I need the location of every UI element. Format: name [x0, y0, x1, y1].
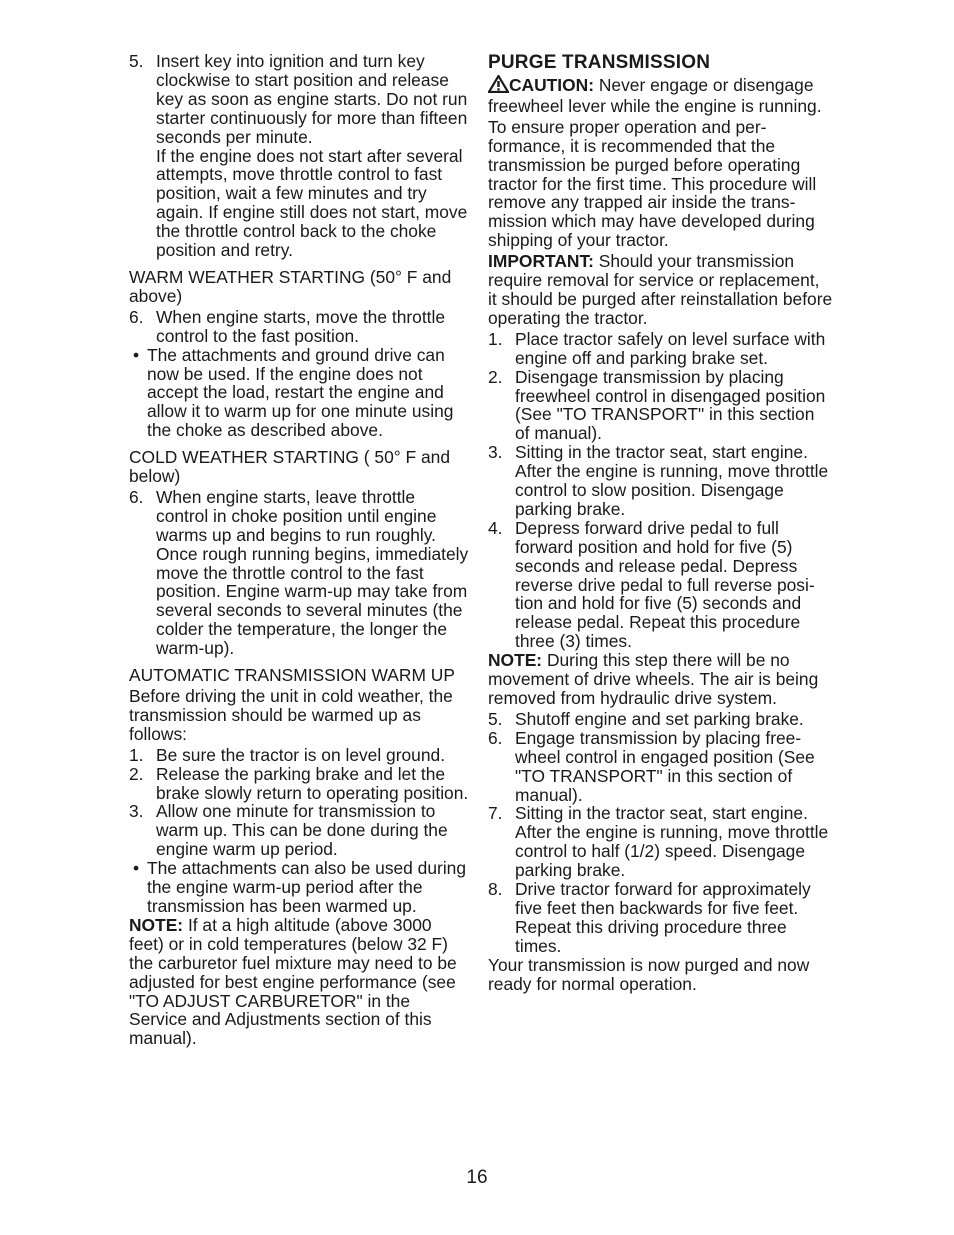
note-text: During this step there will be no movement of drive wheels. The air is being removed from hydraulic drive system. [488, 650, 819, 708]
bullet-item [129, 346, 469, 441]
paragraph: Before driving the unit in cold weather, the transmission should be warmed up as follows: [129, 686, 453, 744]
list-item [129, 488, 469, 658]
list-number: 1. [488, 328, 503, 349]
list-number: 7. [488, 803, 503, 824]
list-item [488, 729, 833, 805]
bullet-mark: • [133, 858, 140, 879]
section-title: PURGE TRANSMISSION [488, 52, 711, 73]
page-number: 16 [466, 1167, 488, 1188]
list-number: 5. [129, 51, 144, 71]
section-heading-cold-weather: COLD WEATHER STARTING ( 50° F and below) [129, 447, 451, 487]
list-number: 8. [488, 879, 503, 900]
list-text: Engage transmission by placing freewheel control in engaged position (See "TO TRANSPORT" in this section of manual). [515, 727, 815, 805]
list-text: Release the parking brake and let the brake slowly return to operating position. [156, 763, 469, 803]
list-text: Be sure the tractor is on level ground. [156, 744, 446, 765]
note-text: If at a high altitude (above 3000 feet) or in cold temperatures (below 32 F) the carburetor fuel mixture may need to be adjusted for best engine performance (see "TO ADJUST CARBURETOR" in the Service and Adjustments section of this manual). [129, 914, 457, 1049]
list-item [488, 368, 833, 444]
list-text: Drive tractor forward for approximately five feet then backwards for five feet. Repeat this driving procedure three times. [515, 879, 811, 956]
list-text: When engine starts, move the throttle control to the fast position. [156, 306, 446, 346]
list-text: Shutoff engine and set parking brake. [515, 708, 804, 729]
list-number: 6. [129, 486, 144, 507]
list-text: Depress forward drive pedal to full forward position and hold for five (5) seconds and release pedal. Depress reverse drive pedal to full reverse position and hold for five (5) seconds and release pedal. Repeat this procedure three (3) times. [515, 517, 815, 652]
left-column [129, 52, 469, 1050]
list-number: 3. [488, 442, 503, 463]
bullet-text: The attachments can also be used during the engine warm-up period after the transmission has been warmed up. [147, 858, 467, 916]
list-item [488, 710, 833, 729]
caution-label: CAUTION: [509, 75, 595, 95]
right-column [488, 52, 833, 996]
warning-triangle-icon [488, 75, 509, 97]
list-item [129, 308, 469, 346]
list-number: 6. [488, 727, 503, 748]
list-text: Sitting in the tractor seat, start engine. After the engine is running, move throttle control to slow position. Disengage parking brake. [515, 442, 829, 519]
section-heading-warm-weather: WARM WEATHER STARTING (50° F and above) [129, 266, 452, 306]
step-note: If the engine does not start after several attempts, move throttle control to fast position, wait a few minutes and try again. If engine still does not start, move the throttle control back to the choke position and retry. [156, 145, 468, 261]
list-number: 2. [488, 366, 503, 387]
list-text: Sitting in the tractor seat, start engine. After the engine is running, move throttle control to half (1/2) speed. Disengage parking brake. [515, 803, 829, 881]
list-text: Place tractor safely on level surface with engine off and parking brake set. [515, 328, 826, 368]
caution-text: Never engage or disengage freewheel lever while the engine is running. [488, 75, 822, 116]
list-number: 1. [129, 744, 144, 765]
list-item [129, 802, 469, 859]
important-paragraph [488, 252, 833, 328]
bullet-item [129, 859, 469, 916]
list-number: 5. [488, 708, 503, 729]
note-paragraph [488, 651, 833, 708]
closing-paragraph: Your transmission is now purged and now ready for normal operation. [488, 954, 810, 994]
bullet-text: The attachments and ground drive can now be used. If the engine does not accept the load, restart the engine and allow it to warm up for one minute using the choke as described above. [147, 344, 454, 441]
list-text: Insert key into ignition and turn key clockwise to start position and release key as soon as engine starts. Do not run starter continuously for more than fifteen seconds per minute. [156, 51, 468, 147]
list-item [129, 746, 469, 765]
paragraph: To ensure proper operation and performance, it is recommended that the transmission be purged before operating tractor for the first time. This procedure will remove any trapped air inside the transmission which may have developed during shipping of your tractor. [488, 116, 817, 251]
list-number: 6. [129, 306, 144, 327]
list-text: Allow one minute for transmission to warm up. This can be done during the engine warm up period. [156, 801, 448, 860]
list-number: 2. [129, 763, 144, 784]
list-item [488, 880, 833, 956]
list-item [488, 804, 833, 880]
list-item [488, 330, 833, 368]
list-item [129, 765, 469, 803]
list-item [488, 519, 833, 651]
list-text: When engine starts, leave throttle control in choke position until engine warms up and begins to run roughly. Once rough running begins, immediately move the throttle control to the fast position. Engine warm-up may take from several seconds to several minutes (the colder the temperature, the longer the warm-up). [156, 486, 469, 659]
note-paragraph [129, 916, 469, 1048]
list-text: Disengage transmission by placing freewheel control in disengaged position (See "TO TRANSPORT" in this section of manual). [515, 366, 826, 444]
note-label: NOTE: [129, 914, 184, 935]
list-item [488, 443, 833, 519]
list-item [129, 52, 469, 147]
section-heading-auto-transmission: AUTOMATIC TRANSMISSION WARM UP [129, 665, 455, 686]
important-text: Should your transmission require removal for service or replacement, it should be purged after reinstallation before operating the tractor. [488, 251, 833, 328]
important-label: IMPORTANT: [488, 251, 594, 272]
list-number: 4. [488, 517, 503, 538]
bullet-mark: • [133, 344, 140, 365]
note-label: NOTE: [488, 650, 543, 671]
list-number: 3. [129, 801, 144, 822]
caution-paragraph [488, 75, 833, 116]
